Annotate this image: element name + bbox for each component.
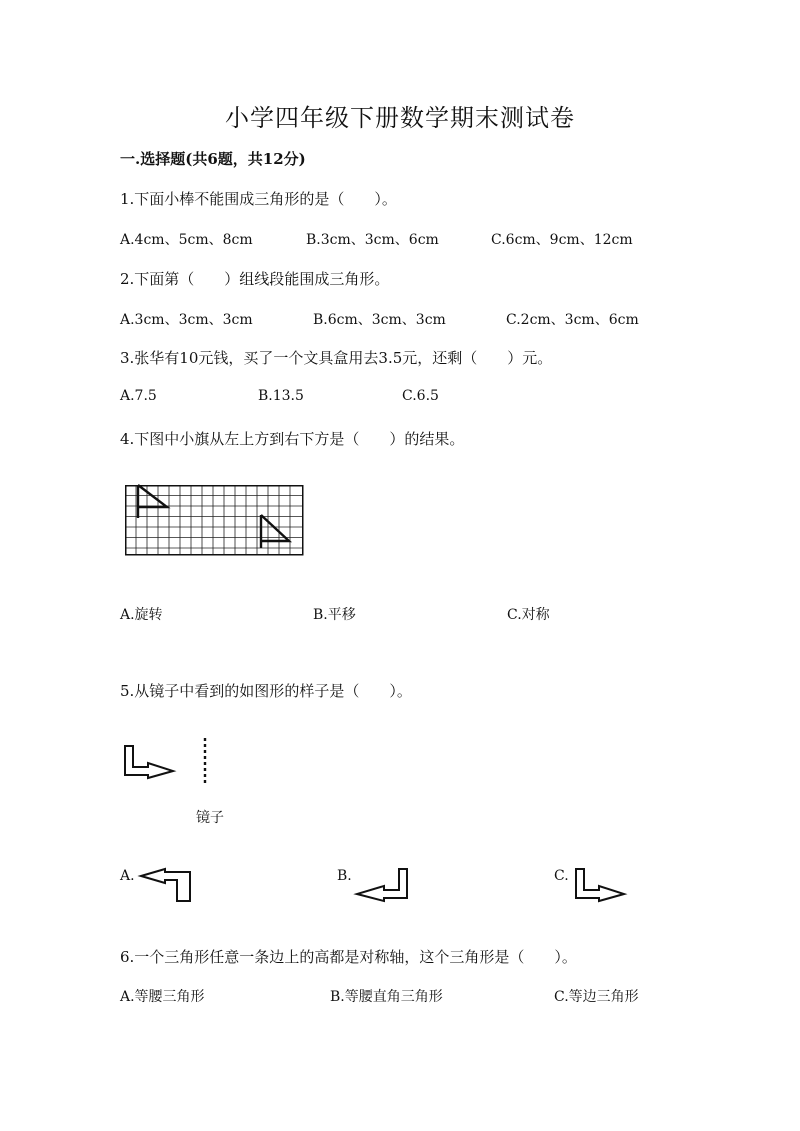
q1-option-c: C.6cm、9cm、12cm [491,232,633,248]
q5-option-a: A. [120,868,135,884]
q5-option-c: C. [554,868,569,884]
mirror-label: 镜子 [196,810,224,826]
flag-top-left [138,485,167,518]
q2-option-a: A.3cm、3cm、3cm [120,312,253,328]
q3-option-b: B.13.5 [258,388,304,404]
option-a-shape [140,868,192,902]
grid-flag-figure [125,485,305,557]
q4-option-c: C.对称 [507,607,550,623]
q2-option-c: C.2cm、3cm、6cm [506,312,639,328]
original-l-arrow-shape [124,745,174,779]
question-2: 2.下面第（ ）组线段能围成三角形。 [120,270,390,288]
mirror-line [200,738,210,784]
option-c-shape [575,868,627,902]
q4-option-a: A.旋转 [120,607,163,623]
question-1: 1.下面小棒不能围成三角形的是（ ）。 [120,190,397,208]
q3-option-a: A.7.5 [120,388,157,404]
q1-option-b: B.3cm、3cm、6cm [306,232,439,248]
question-3: 3.张华有10元钱，买了一个文具盒用去3.5元，还剩（ ）元。 [120,349,553,367]
q5-option-b: B. [337,868,352,884]
q6-option-c: C.等边三角形 [554,989,639,1005]
q3-option-c: C.6.5 [402,388,439,404]
q1-option-a: A.4cm、5cm、8cm [120,232,253,248]
option-b-shape [356,868,408,902]
page-title: 小学四年级下册数学期末测试卷 [225,104,575,132]
section-heading: 一.选择题(共6题，共12分) [120,150,306,168]
question-5: 5.从镜子中看到的如图形的样子是（ ）。 [120,682,412,700]
flag-bottom-right [261,515,289,548]
question-4: 4.下图中小旗从左上方到右下方是（ ）的结果。 [120,430,465,448]
q6-option-b: B.等腰直角三角形 [330,989,443,1005]
q6-option-a: A.等腰三角形 [120,989,205,1005]
q2-option-b: B.6cm、3cm、3cm [313,312,446,328]
q4-option-b: B.平移 [313,607,356,623]
question-6: 6.一个三角形任意一条边上的高都是对称轴，这个三角形是（ ）。 [120,948,577,966]
